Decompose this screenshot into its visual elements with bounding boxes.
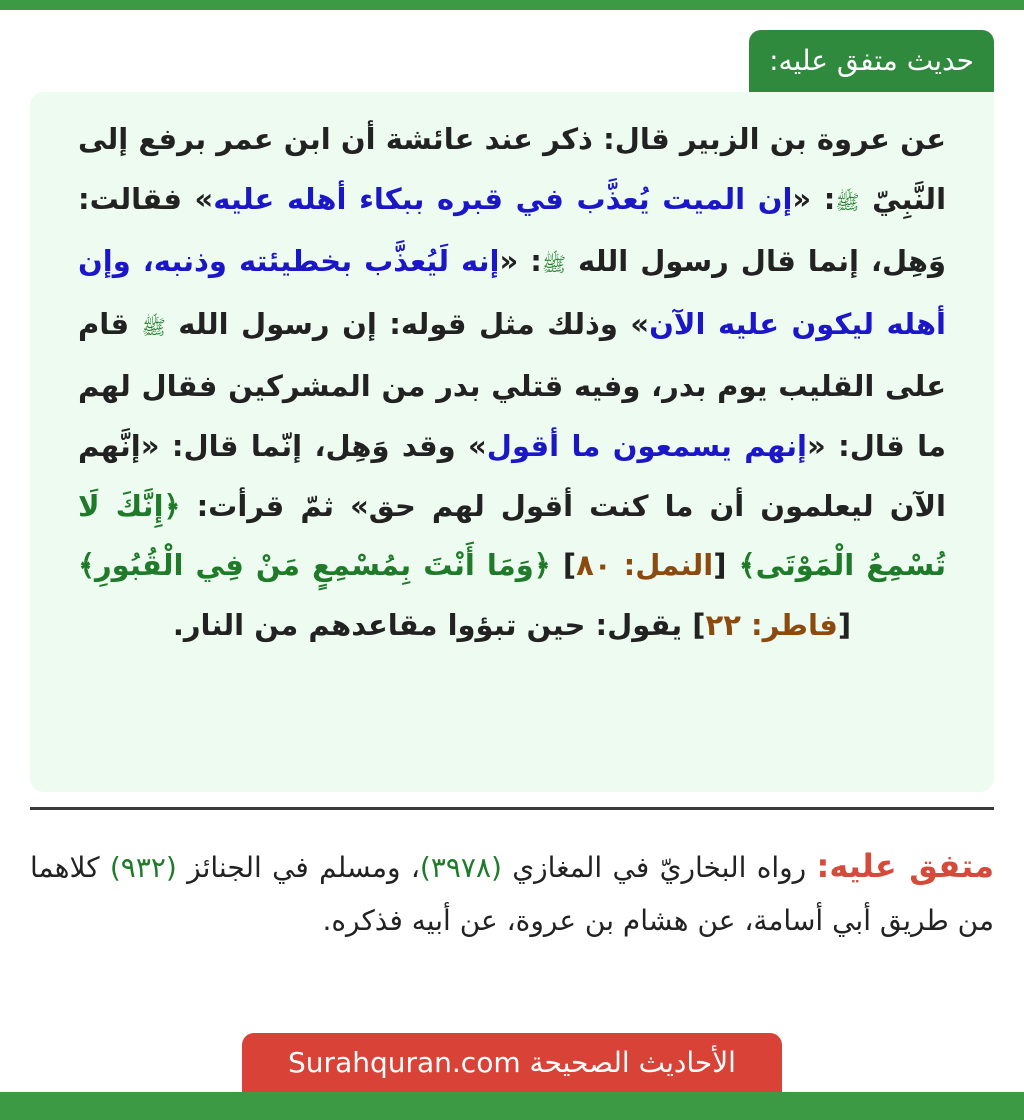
source-text: رواه البخاريّ في المغازي [501, 851, 817, 884]
verse-reference: فاطر: ٢٢ [705, 607, 838, 642]
hadith-text-segment: ] [550, 548, 577, 583]
quran-verse: ﴿وَمَا أَنْتَ بِمُسْمِعٍ مَنْ فِي الْقُبُورِ﴾ [78, 548, 551, 583]
hadith-type-label: حديث متفق عليه: [749, 30, 994, 92]
hadith-number: (٣٩٧٨) [419, 851, 502, 884]
hadith-text-segment: قام على القليب يوم بدر، وفيه قتلي بدر من المشركين فقال لهم ما قال: « [78, 306, 947, 463]
hadith-text-segment: : « [499, 244, 542, 279]
hadith-text-segment: » فقالت: وَهِل، إنما قال رسول الله [78, 181, 946, 279]
hadith-text-segment: » وذلك مثل قوله: إن رسول الله [165, 306, 650, 341]
hadith-text [78, 110, 946, 655]
salawat-symbol: ﷺ [141, 314, 166, 339]
site-brand-badge: الأحاديث الصحيحة Surahquran.com [242, 1033, 782, 1092]
salawat-symbol: ﷺ [835, 189, 860, 214]
hadith-text-segment: : « [792, 181, 836, 216]
prophet-quote: إن الميت يُعذَّب في قبره ببكاء أهله عليه [213, 181, 793, 216]
source-text: ، ومسلم في الجنائز [176, 851, 420, 884]
verse-reference: النمل: ٨٠ [576, 548, 714, 583]
salawat-symbol: ﷺ [541, 252, 566, 277]
hadith-number: (٩٣٢) [109, 851, 177, 884]
top-accent-bar [0, 0, 1024, 10]
hadith-text-segment: [ [713, 548, 739, 583]
prophet-quote: إنهم يسمعون ما أقول [486, 428, 807, 463]
prophet-quote: إنه لَيُعذَّب بخطيئته وذنبه، وإن أهله ليكون عليه الآن [78, 244, 946, 341]
hadith-text-segment: [ [837, 607, 852, 642]
source-text: كلاهما من طريق أبي أسامة، عن هشام بن عروة، عن أبيه فذكره. [30, 851, 994, 937]
source-citation [30, 840, 994, 947]
hadith-text-segment: » وقد وَهِل، إنّما قال: «إنَّهم الآن ليعلمون أن ما كنت أقول لهم حق» ثمّ قرأت: [78, 428, 946, 523]
bottom-accent-bar [0, 1092, 1024, 1120]
source-lead: متفق عليه: [816, 847, 995, 885]
hadith-text-segment: ] يقول: حين تبؤوا مقاعدهم من النار. [172, 607, 706, 642]
divider [30, 807, 994, 810]
quran-verse: ﴿إِنَّكَ لَا تُسْمِعُ الْمَوْتَى﴾ [78, 488, 946, 583]
hadith-box [30, 92, 994, 792]
hadith-text-segment: عن عروة بن الزبير قال: ذكر عند عائشة أن ابن عمر برفع إلى النَّبِيّ [78, 122, 947, 216]
